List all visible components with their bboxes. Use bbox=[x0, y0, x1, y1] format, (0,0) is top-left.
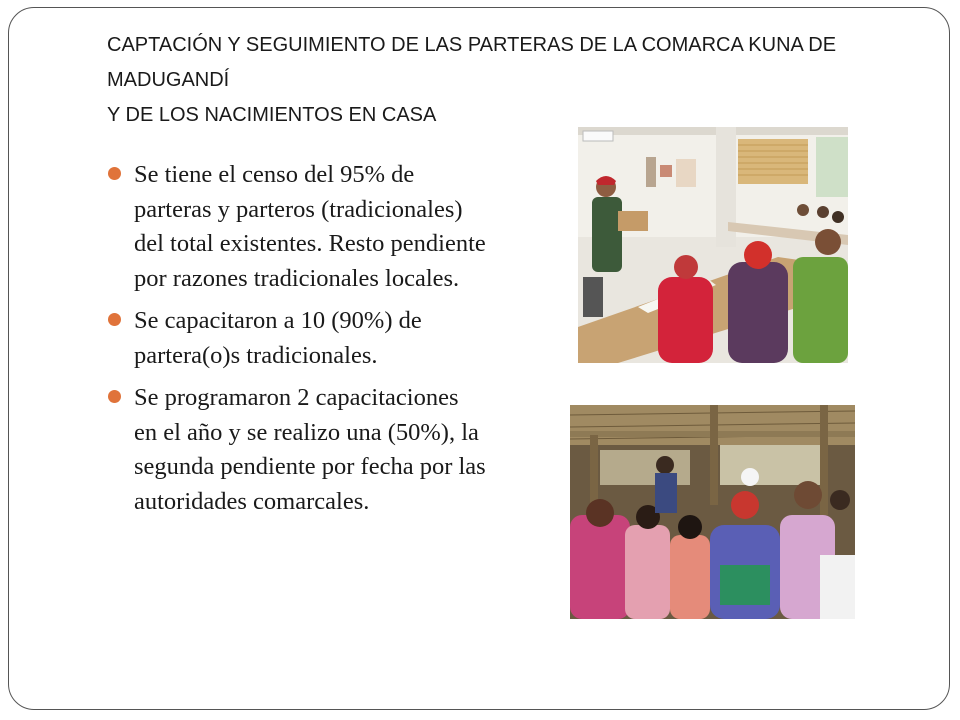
title-line-2: MADUGANDÍ bbox=[107, 69, 230, 91]
community-gathering-photo bbox=[570, 405, 855, 619]
bullet-dot-icon bbox=[108, 167, 121, 180]
training-room-photo bbox=[578, 127, 848, 363]
bullet-text: Se programaron 2 capacitaciones en el año y se realizo una (50%), la segunda pendiente por fecha por las autoridades comarcales. bbox=[134, 384, 486, 515]
bullet-list bbox=[106, 158, 486, 527]
bullet-item bbox=[106, 381, 486, 519]
bullet-text: Se tiene el censo del 95% de parteras y parteros (tradicionales) del total existentes. Resto pendiente por razones tradicionales locales. bbox=[134, 161, 486, 292]
bullet-dot-icon bbox=[108, 313, 121, 326]
title-line-1: CAPTACIÓN Y SEGUIMIENTO DE LAS PARTERAS DE LA COMARCA KUNA DE bbox=[107, 34, 837, 56]
slide-title bbox=[107, 28, 927, 133]
bullet-item bbox=[106, 158, 486, 296]
bullet-item bbox=[106, 304, 486, 373]
bullet-dot-icon bbox=[108, 390, 121, 403]
bullet-text: Se capacitaron a 10 (90%) de partera(o)s tradicionales. bbox=[134, 307, 422, 369]
title-line-3: Y DE LOS NACIMIENTOS EN CASA bbox=[107, 104, 437, 126]
